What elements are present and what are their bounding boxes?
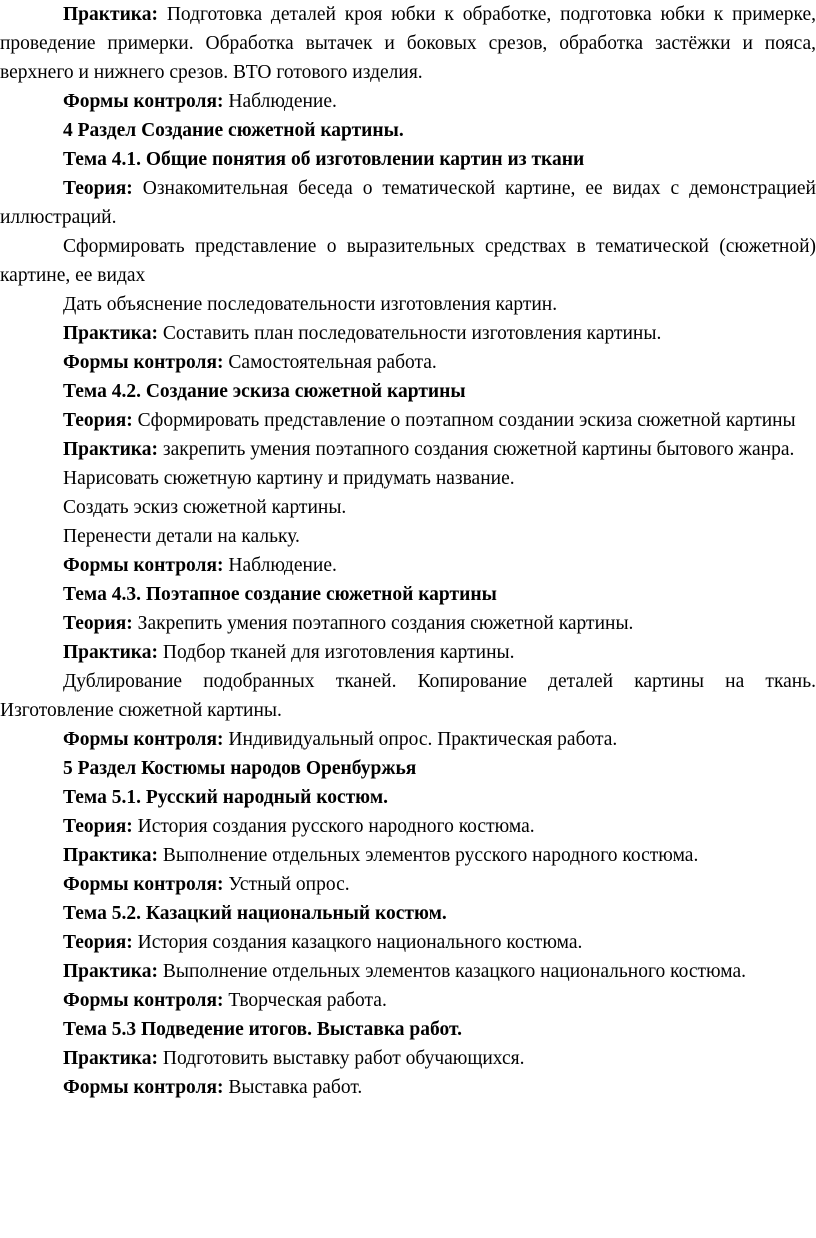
- section-heading: 5 Раздел Костюмы народов Оренбуржья: [63, 758, 417, 779]
- paragraph-text: Составить план последовательности изготовления картины.: [158, 323, 662, 344]
- labeled-paragraph: [0, 348, 816, 377]
- section-heading: Тема 5.3 Подведение итогов. Выставка работ.: [63, 1019, 462, 1040]
- body-paragraph: Дать объяснение последовательности изготовления картин.: [63, 294, 558, 315]
- labeled-paragraph: [0, 928, 816, 957]
- paragraph-text: Выполнение отдельных элементов русского народного костюма.: [158, 845, 699, 866]
- body-paragraph: Сформировать представление о выразительных средствах в тематической (сюжетной) картине, ее видах: [0, 236, 816, 286]
- paragraph-text: Ознакомительная беседа о тематической картине, ее видах с демонстрацией иллюстраций.: [0, 178, 816, 228]
- labeled-paragraph: [0, 87, 816, 116]
- labeled-paragraph: [0, 174, 816, 232]
- body-paragraph: Нарисовать сюжетную картину и придумать название.: [63, 468, 515, 489]
- paragraph-label: Практика:: [63, 1048, 158, 1069]
- paragraph-label: Формы контроля:: [63, 874, 224, 895]
- labeled-paragraph: [0, 725, 816, 754]
- body-paragraph: Создать эскиз сюжетной картины.: [63, 497, 347, 518]
- labeled-paragraph: [0, 638, 816, 667]
- paragraph-text: Самостоятельная работа.: [223, 352, 437, 373]
- labeled-paragraph: [0, 319, 816, 348]
- section-heading: Тема 4.2. Создание эскиза сюжетной картины: [63, 381, 466, 402]
- section-heading: Тема 5.1. Русский народный костюм.: [63, 787, 388, 808]
- section-heading: Тема 5.2. Казацкий национальный костюм.: [63, 903, 447, 924]
- paragraph-label: Практика:: [63, 323, 158, 344]
- paragraph-text: Подбор тканей для изготовления картины.: [158, 642, 515, 663]
- paragraph-text: Устный опрос.: [223, 874, 350, 895]
- labeled-paragraph: [0, 812, 816, 841]
- paragraph-label: Практика:: [63, 439, 158, 460]
- paragraph-label: Практика:: [63, 845, 158, 866]
- body-paragraph: Дублирование подобранных тканей. Копирование деталей картины на ткань. Изготовление сюжетной картины.: [0, 671, 816, 721]
- paragraph-label: Формы контроля:: [63, 91, 224, 112]
- labeled-paragraph: [0, 986, 816, 1015]
- paragraph-label: Практика:: [63, 961, 158, 982]
- paragraph-text: Наблюдение.: [223, 91, 337, 112]
- labeled-paragraph: [0, 406, 816, 435]
- paragraph-label: Формы контроля:: [63, 1077, 224, 1098]
- paragraph-label: Формы контроля:: [63, 990, 224, 1011]
- body-paragraph: Перенести детали на кальку.: [63, 526, 300, 547]
- paragraph-text: Подготовить выставку работ обучающихся.: [158, 1048, 525, 1069]
- section-heading: Тема 4.3. Поэтапное создание сюжетной картины: [63, 584, 497, 605]
- paragraph-label: Теория:: [63, 932, 133, 953]
- paragraph-text: Творческая работа.: [223, 990, 387, 1011]
- paragraph-text: История создания русского народного костюма.: [132, 816, 535, 837]
- paragraph-label: Практика:: [63, 642, 158, 663]
- paragraph-text: Выставка работ.: [223, 1077, 363, 1098]
- paragraph-text: закрепить умения поэтапного создания сюжетной картины бытового жанра.: [158, 439, 795, 460]
- paragraph-label: Теория:: [63, 613, 133, 634]
- labeled-paragraph: [0, 841, 816, 870]
- paragraph-text: Индивидуальный опрос. Практическая работа.: [223, 729, 618, 750]
- section-heading: Тема 4.1. Общие понятия об изготовлении картин из ткани: [63, 149, 585, 170]
- labeled-paragraph: [0, 435, 816, 464]
- labeled-paragraph: [0, 957, 816, 986]
- paragraph-text: Сформировать представление о поэтапном создании эскиза сюжетной картины: [132, 410, 796, 431]
- labeled-paragraph: [0, 1073, 816, 1102]
- paragraph-text: Подготовка деталей кроя юбки к обработке, подготовка юбки к примерке, проведение примерки. Обработка вытачек и боковых срезов, обработка застёжки и пояса, верхнего и нижнего срезов. ВТО готового изделия.: [0, 4, 816, 83]
- labeled-paragraph: [0, 870, 816, 899]
- labeled-paragraph: [0, 551, 816, 580]
- section-heading: 4 Раздел Создание сюжетной картины.: [63, 120, 404, 141]
- paragraph-label: Формы контроля:: [63, 555, 224, 576]
- paragraph-text: Выполнение отдельных элементов казацкого национального костюма.: [158, 961, 747, 982]
- labeled-paragraph: [0, 1044, 816, 1073]
- paragraph-label: Теория:: [63, 816, 133, 837]
- paragraph-label: Теория:: [63, 178, 133, 199]
- paragraph-label: Практика:: [63, 4, 158, 25]
- paragraph-label: Теория:: [63, 410, 133, 431]
- labeled-paragraph: [0, 609, 816, 638]
- paragraph-text: Закрепить умения поэтапного создания сюжетной картины.: [132, 613, 634, 634]
- paragraph-label: Формы контроля:: [63, 729, 224, 750]
- paragraph-text: История создания казацкого национального костюма.: [132, 932, 583, 953]
- paragraph-text: Наблюдение.: [223, 555, 337, 576]
- labeled-paragraph: [0, 0, 816, 87]
- paragraph-label: Формы контроля:: [63, 352, 224, 373]
